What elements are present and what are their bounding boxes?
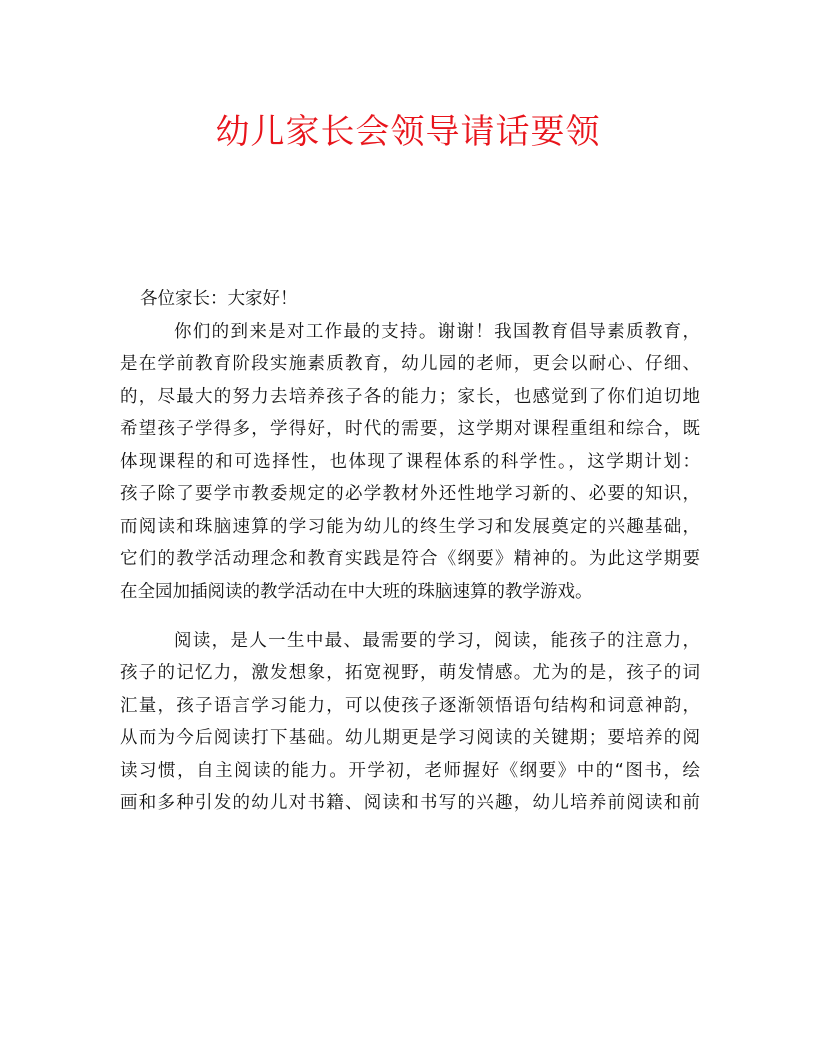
document-body bbox=[120, 283, 700, 820]
paragraph-2-line: 从而为今后阅读打下基础。幼儿期更是学习阅读的关键期；要培养的阅 bbox=[120, 728, 700, 748]
paragraph-2-line: 孩子的记忆力，激发想象，拓宽视野，萌发情感。尤为的是，孩子的词 bbox=[120, 663, 700, 683]
greeting-line: 各位家长：大家好！ bbox=[140, 289, 298, 309]
paragraph-2 bbox=[120, 625, 700, 820]
paragraph-1-line: 你们的到来是对工作最的支持。谢谢！我国教育倡导素质教育， bbox=[174, 321, 700, 342]
paragraph-2-line: 阅读，是人一生中最、最需要的学习，阅读，能孩子的注意力， bbox=[174, 630, 700, 651]
paragraph-1-line: 是在学前教育阶段实施素质教育，幼儿园的老师，更会以耐心、仔细、 bbox=[120, 354, 700, 374]
paragraph-1-line: 希望孩子学得多，学得好，时代的需要，这学期对课程重组和综合，既 bbox=[120, 419, 700, 439]
paragraph-1-line: 在全园加插阅读的教学活动在中大班的珠脑速算的教学游戏。 bbox=[120, 581, 593, 602]
paragraph-gap bbox=[120, 608, 700, 625]
document-title: 幼儿家长会领导请话要领 bbox=[215, 112, 601, 152]
paragraph-1-line: 孩子除了要学市教委规定的必学教材外还性地学习新的、必要的知识， bbox=[120, 484, 700, 504]
paragraph-1-line: 的，尽最大的努力去培养孩子各的能力；家长，也感觉到了你们迫切地 bbox=[120, 386, 700, 407]
paragraph-1-line: 而阅读和珠脑速算的学习能为幼儿的终生学习和发展奠定的兴趣基础， bbox=[120, 516, 700, 537]
paragraph-1 bbox=[120, 316, 700, 609]
paragraph-2-line: 读习惯，自主阅读的能力。开学初，老师握好《纲要》中的“图书，绘 bbox=[120, 760, 700, 781]
paragraph-2-line: 汇量，孩子语言学习能力，可以使孩子逐渐领悟语句结构和词意神韵， bbox=[120, 695, 700, 716]
paragraph-1-line: 它们的教学活动理念和教育实践是符合《纲要》精神的。为此这学期要 bbox=[120, 549, 700, 569]
paragraph-2-line: 画和多种引发的幼儿对书籍、阅读和书写的兴趣，幼儿培养前阅读和前 bbox=[120, 793, 700, 813]
paragraph-1-line: 体现课程的和可选择性，也体现了课程体系的科学性。，这学期计划： bbox=[120, 451, 700, 472]
